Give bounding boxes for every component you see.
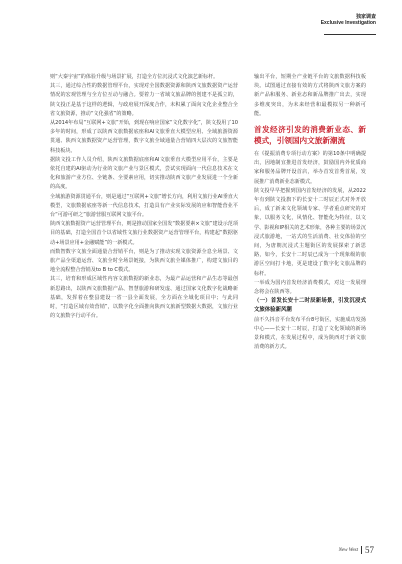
section-subheading: 首发经济引发的消费新业态、新模式，引领国内文旅新潮流 [254, 125, 366, 145]
paragraph: 其三，通过综合性的数据管理平台，实现对全国数据资源和陕西文旅数据资产运营情况的宏观管理与全方位互动与融合。要着力一省域文旅品牌的创建不是孤立的，陕文投正是基于这样的逻辑，与政府展开深度合作，未积累了面向文化企业整合全省文旅资源，推动“文化强省”的策略。 [50, 83, 238, 117]
page-number: 57 [365, 545, 374, 555]
page-footer [339, 545, 374, 555]
footer-divider [361, 546, 362, 554]
paragraph: 陕西文旅数据资产运营管理平台，则是推动国家全国发“数据要素×文旅”建设示范项目的基础，打造全国首个以省域性文旅行业数据资产运营管理平台，构建起“数据驱动+场景应用+金融赋能”的一新模式。 [50, 221, 238, 246]
left-column [50, 73, 238, 321]
magazine-brand: New West [338, 547, 358, 553]
paragraph: 从2014年布局“互联网+文旅”开始，到现在响应国家“文化数字化”，陕文投用了10多年的时间，形成了以陕西文旅数据底座和AI文旅垂直大模型应用、全域旅游资源贯通、陕西文旅数据资产运营管理，数字文旅全域通量合营销四大层次的文旅智能科技板块。 [50, 120, 238, 154]
right-column [254, 73, 366, 352]
paragraph: 输出平台，短期全产业链平台的文旅数据科技板块。试图通过直接有效的方式将陕西文旅方案的新产品和服务、新业态和新品牌推广出去，实现多维度突出，为未来经营和最模拟另一种新可能。 [254, 74, 366, 117]
header-rule [324, 34, 376, 35]
section-label-zh: 独家调查 [355, 14, 376, 20]
paragraph: 全域旅游资源贯通平台，则是通过“互联网+文旅”增长方向，利用文旅行业AI垂直大模型，文旅数据底座等新一代信息技术，打造具有产业实际发展的应和智能营业平台“可游可研之”旅游营服互联网文旅平台。 [50, 193, 238, 219]
section-label-en: Exclusive Investigation [320, 20, 376, 26]
numbered-section-title: （一）首发长安十二时辰新场景，引发沉浸式文旅体验新风潮 [254, 298, 366, 314]
paragraph: 陕文投早早把握到国内首发经济的发展，从2022年有到陕文投旗下的长安十二时辰正式对外开放后，成了新来文化领域专家、学者重点研究的对象，以服务文化，风情化、智能化为特征，以文学、影视和IP相关的艺术形象，各种主要的场景沉浸式旅游地，一站式的生活消费、社交体验的空间，为唐朝沉浸式主题街区的发展探索了新思路，如今，长安十二时辰已成为一个现象级的旅游区空间打卡地，更是建设了数字化文旅品牌的标杆。 [254, 187, 366, 277]
paragraph: 而数智数字文旅全面通量合营销平台，则是为了推动实现文旅资源全息全场景、文旅产品全渠道运营、文旅全时全场景链接，为陕西文旅全媒体推广，构建文旅目的地全流程整合营销及to B to C模式。 [50, 248, 238, 274]
paragraph: 据陕文投工作人员介绍，陕西文旅数据底座和AI文旅垂直大模型应用平台，主要是依托自建的AI驱动为行业的文旅产业与景区模式，尝试实现面向一代信息技术在文化和旅游产业方位、全链条、全要素应用，切实推动陕西文旅产业发展进一个全新的高度。 [50, 156, 238, 191]
paragraph: 其三，培育和形成区域性内容文旅数据的新业态，为最产品运营和产品生态等最创新思路出，以陕西文旅数据产品、智慧旅游和研发虚、通过国家文化数字化战略新基础，发挥着在整县建设一省一县全面发展，全方面在全域化项目中；与此同时，“打造区域有效营销”，以数字化全面推向陕西文旅新型数据大数据，文旅行业的文旅数字行动平台。 [50, 276, 238, 320]
paragraph: 在《提振消费专项行动方案》的第10条中明确提出，因地制宜推进首发经济，鼓励国内外优质商家和服务品牌开设首店，举办首发首秀首展，发展推广消费新业态新模式。 [254, 151, 366, 185]
paragraph: 前不久抖音平台发布平台8号街区，实施成功发扬中心——长安十二时辰，打造了文化领域的新场景和模式，在发展过程中，成为陕西对于新文旅消费的新方式。 [254, 316, 366, 351]
page-header [321, 14, 376, 26]
paragraph: 一举成为国内首发经济消费模式，对这一发展理念将会在陕西等。 [254, 279, 366, 296]
paragraph: 则“大秦宇宙”的体验升级与场景扩展，打造全方位沉浸式文化演艺新标杆。 [50, 74, 219, 80]
